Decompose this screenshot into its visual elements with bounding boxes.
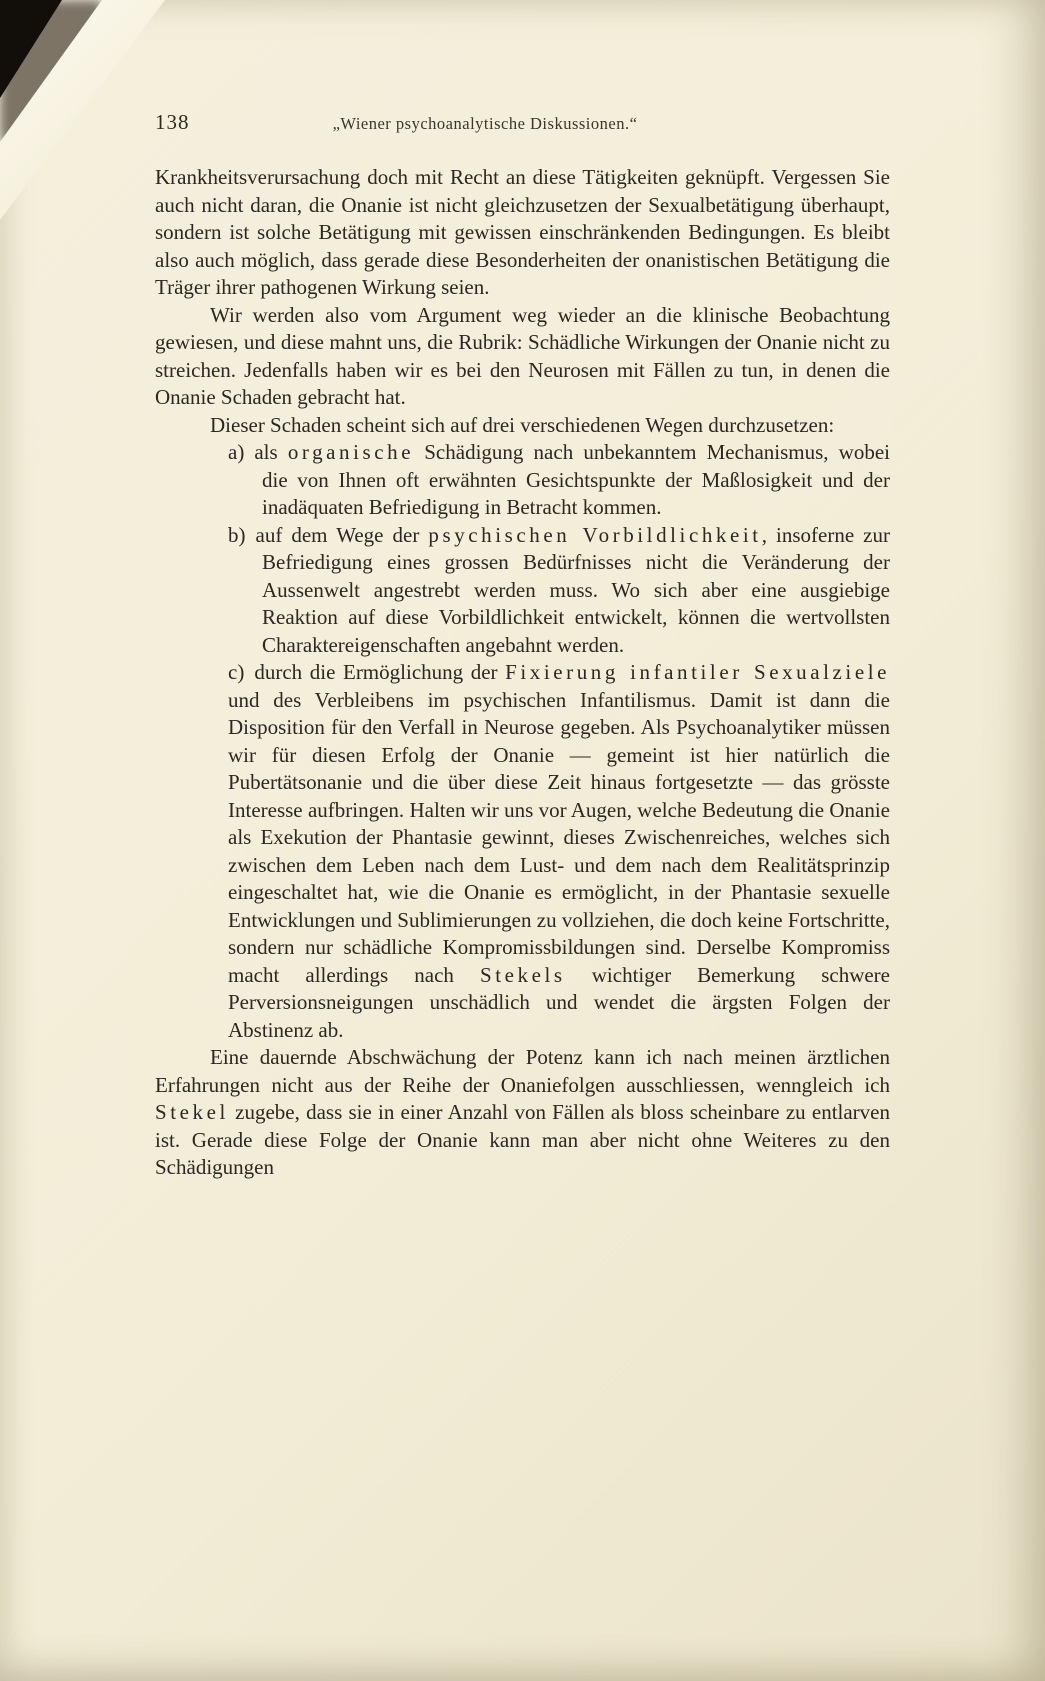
paragraph-2 — [155, 302, 890, 412]
text-segment: zugebe, dass sie in einer Anzahl von Fällen als bloss scheinbare zu entlarven ist. Gerade diese Folge der Onanie kann man aber nicht ohne Weiteres zu den Schädigungen — [155, 1100, 890, 1179]
text-segment: durch die Ermöglichung der — [254, 660, 506, 684]
text-segment: wichtiger Bemerkung schwere Perversionsneigungen unschädlich und wendet die ärgsten Folgen der Abstinenz ab. — [228, 962, 890, 1042]
list-item-b — [155, 522, 890, 660]
text-segment: Wir werden also vom Argument weg wieder an die klinische Beobachtung gewiesen, und diese mahnt uns, die Rubrik: Schädliche Wirkungen der Onanie nicht zu streichen. Jedenfalls haben wir es bei den Neurosen mit Fällen zu tun, in denen die Onanie Schaden gebracht hat. — [155, 302, 890, 409]
emphasized-text: Fixierung infantiler Sexualziele — [505, 660, 891, 684]
paragraph-4 — [155, 1044, 890, 1182]
list-item-a — [155, 439, 890, 522]
emphasized-text: psychischen Vorbildlichkeit — [428, 522, 762, 547]
text-segment: auf dem Wege der — [255, 522, 429, 547]
list-item-c — [155, 659, 890, 1044]
list-marker-c: c) — [228, 660, 245, 684]
text-segment: als — [254, 440, 288, 464]
text-segment: Krankheitsverursachung doch mit Recht an diese Tätigkeiten geknüpft. Vergessen Sie auch nicht daran, die Onanie ist nicht gleichzusetzen der Sexualbetätigung überhaupt, sondern ist solche Betätigung mit gewissen einschränkenden Bedingungen. Es bleibt also auch möglich, dass gerade diese Besonderheiten der onanistischen Betätigung die Träger ihrer pathogenen Wirkung seien. — [155, 165, 890, 299]
text-segment: Dieser Schaden scheint sich auf drei verschiedenen Wegen durchzusetzen: — [210, 412, 835, 437]
page-header — [155, 108, 890, 140]
paragraph-1 — [155, 164, 890, 302]
text-segment: und des Verbleibens im psychischen Infantilismus. Damit ist dann die Disposition für den Verfall in Neurose gegeben. Als Psychoanalytiker müssen wir für diesen Erfolg der Onanie — gemeint ist hier natürlich die Pubertätsonanie und die über diese Zeit hinaus fortgesetzte — das grösste Interesse aufbringen. Halten wir uns vor Augen, welche Bedeutung die Onanie als Exekution der Phantasie gewinnt, dieses Zwischenreiches, welches sich zwischen dem Leben nach dem Lust- und dem nach dem Realitätsprinzip eingeschaltet hat, wie die Onanie es ermöglicht, in der Phantasie sexuelle Entwicklungen und Sublimierungen zu vollziehen, die doch keine Fortschritte, sondern nur schädliche Kompromissbildungen sind. Derselbe Kompromiss macht allerdings nach — [228, 687, 890, 987]
emphasized-text: organische — [287, 440, 415, 464]
running-title: „Wiener psychoanalytische Diskussionen.“ — [332, 114, 638, 133]
paragraph-3 — [155, 412, 890, 440]
text-segment: Schädigung nach unbekanntem Mechanismus, wobei die von Ihnen oft erwähnten Gesichtspunkte der Maßlosigkeit und der inadäquaten Befriedigung in Betracht kommen. — [262, 440, 890, 519]
page-number: 138 — [155, 110, 190, 134]
text-segment: Eine dauernde Abschwächung der Potenz kann ich nach meinen ärztlichen Erfahrungen nicht aus der Reihe der Onaniefolgen ausschliessen, wenngleich ich — [155, 1045, 890, 1097]
emphasized-text: Stekel — [155, 1100, 229, 1124]
text-segment: , insoferne zur Befriedigung eines grossen Bedürfnisses nicht die Veränderung der Aussenwelt angestrebt werden muss. Wo sich aber eine ausgiebige Reaktion auf diese Vorbildlichkeit entwickelt, können die wertvollsten Charaktereigenschaften angebahnt werden. — [262, 522, 891, 657]
list-marker-a: a) — [228, 440, 245, 464]
text-block — [155, 164, 890, 1182]
emphasized-text: Stekels — [480, 962, 566, 987]
list-marker-b: b) — [228, 522, 246, 547]
